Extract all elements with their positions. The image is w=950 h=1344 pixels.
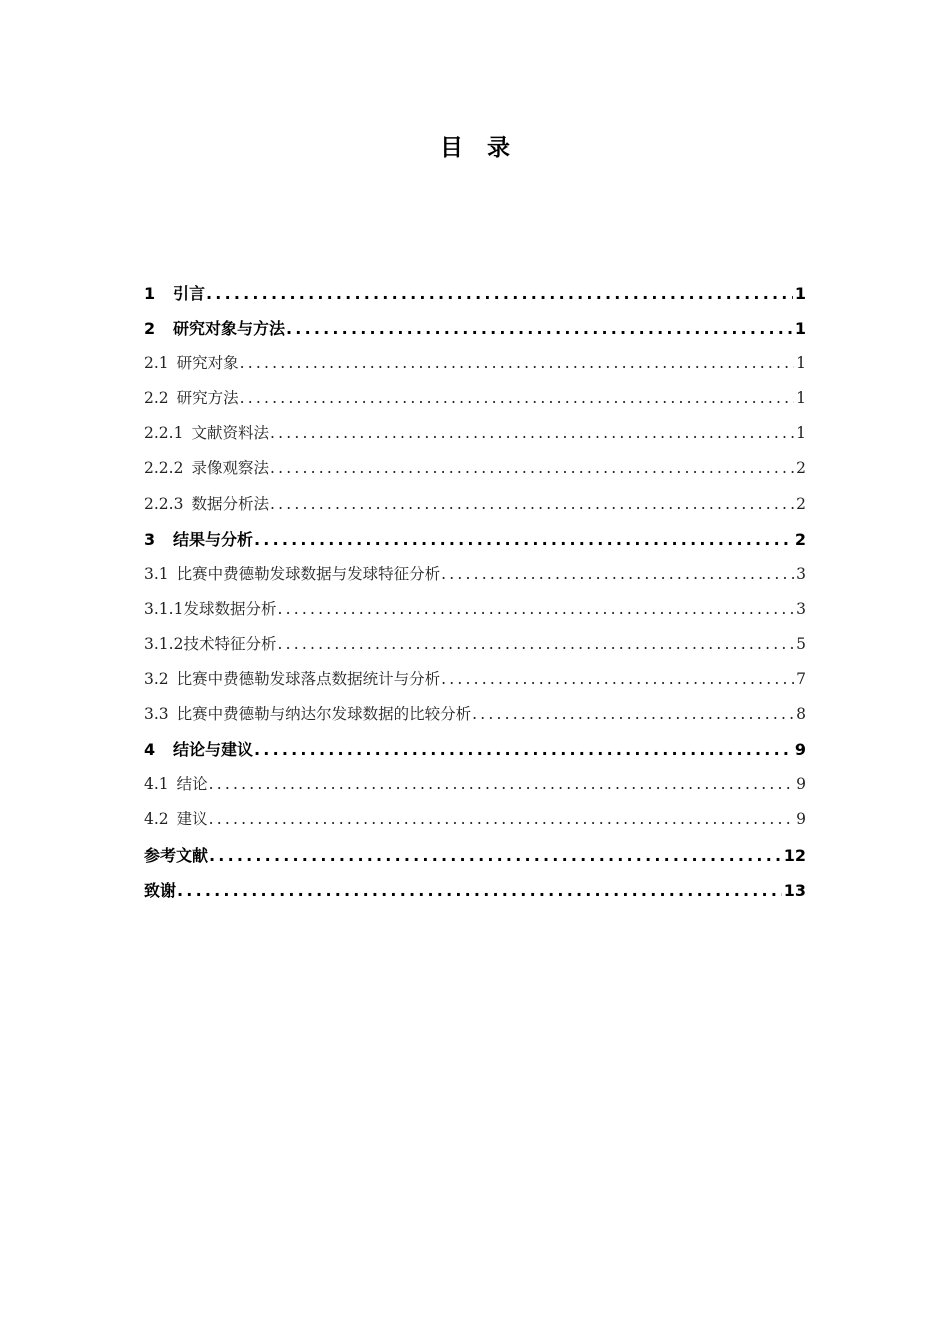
toc-dot-leader — [209, 802, 794, 837]
toc-page-number: 3 — [796, 599, 806, 618]
toc-dot-leader — [240, 381, 794, 416]
toc-page-number: 1 — [794, 319, 806, 339]
toc-entry-number: 4.1 — [144, 775, 169, 794]
toc-entry-number: 3.2 — [144, 670, 169, 689]
toc-page-number: 2 — [796, 459, 806, 478]
toc-entry[interactable] — [144, 416, 806, 451]
toc-entry[interactable] — [144, 276, 806, 311]
toc-entry-number: 2.2.2 — [144, 459, 184, 478]
toc-entry-title: 研究对象与方法 — [173, 319, 286, 339]
toc-page-number: 7 — [796, 670, 806, 689]
toc-page-number: 1 — [796, 354, 806, 373]
toc-entry-title: 研究对象 — [176, 354, 239, 373]
toc-dot-leader — [177, 873, 782, 908]
toc-dot-leader — [206, 276, 793, 311]
toc-entry-title: 发球数据分析 — [183, 599, 277, 618]
toc-entry[interactable] — [144, 873, 806, 908]
toc-entry-title: 结果与分析 — [173, 529, 254, 549]
toc-entry[interactable] — [144, 487, 806, 522]
toc-page-number: 5 — [796, 634, 806, 653]
toc-entry-number: 2.2.1 — [144, 424, 184, 443]
toc-page-number: 1 — [796, 389, 806, 408]
toc-entry-number: 2.2.3 — [144, 494, 184, 513]
toc-entry[interactable] — [144, 557, 806, 592]
toc-dot-leader — [270, 451, 794, 486]
toc-entry-number: 3 — [144, 529, 156, 549]
toc-page-number: 1 — [796, 424, 806, 443]
toc-page-number: 13 — [783, 880, 806, 900]
toc-entry[interactable] — [144, 381, 806, 416]
toc-entry[interactable] — [144, 592, 806, 627]
toc-entry-number: 2.2 — [144, 389, 169, 408]
toc-entry-title: 参考文献 — [144, 845, 209, 865]
toc-dot-leader — [277, 592, 794, 627]
toc-entry-number: 3.3 — [144, 705, 169, 724]
toc-entry-title: 结论 — [176, 775, 208, 794]
toc-entry[interactable] — [144, 767, 806, 802]
toc-entry-title: 数据分析法 — [191, 494, 269, 513]
toc-dot-leader — [209, 767, 794, 802]
toc-entry[interactable] — [144, 522, 806, 557]
toc-entry-title: 结论与建议 — [173, 740, 254, 760]
toc-page-number: 1 — [794, 284, 806, 303]
toc-entry-number: 3.1.1 — [144, 599, 184, 618]
toc-entry-number: 2 — [144, 319, 156, 339]
toc-entry-title: 比赛中费德勒发球数据与发球特征分析 — [176, 564, 441, 583]
toc-page-number: 2 — [796, 494, 806, 513]
toc-entry[interactable] — [144, 346, 806, 381]
toc-entry[interactable] — [144, 451, 806, 486]
toc-page-number: 8 — [796, 705, 806, 724]
toc-dot-leader — [277, 627, 794, 662]
toc-dot-leader — [254, 522, 793, 557]
toc-dot-leader — [254, 732, 793, 767]
toc-entry[interactable] — [144, 732, 806, 767]
toc-entry-title: 致谢 — [144, 880, 177, 900]
toc-entry[interactable] — [144, 662, 806, 697]
toc-page-number: 9 — [796, 775, 806, 794]
toc-dot-leader — [270, 487, 794, 522]
toc-dot-leader — [240, 346, 794, 381]
toc-entry-number: 3.1.2 — [144, 634, 184, 653]
toc-page-number: 2 — [794, 529, 806, 549]
toc-dot-leader — [472, 697, 794, 732]
toc-entry-title: 建议 — [176, 810, 208, 829]
toc-entry-number: 4 — [144, 740, 156, 760]
toc-entry-number: 2.1 — [144, 354, 169, 373]
page-title-char: 录 — [487, 135, 510, 161]
toc-page-number: 3 — [796, 564, 806, 583]
page-title — [0, 130, 950, 166]
toc-page-number: 12 — [783, 845, 806, 865]
toc-entry-title: 研究方法 — [176, 389, 239, 408]
toc-page-number: 9 — [796, 810, 806, 829]
toc-dot-leader — [441, 662, 794, 697]
toc-entry[interactable] — [144, 697, 806, 732]
page-title-char: 目 — [440, 135, 463, 161]
toc-entry-title: 文献资料法 — [191, 424, 269, 443]
toc-entry[interactable] — [144, 311, 806, 346]
toc-entry[interactable] — [144, 838, 806, 873]
toc-dot-leader — [441, 557, 794, 592]
toc-entry-title: 引言 — [173, 284, 206, 303]
toc-dot-leader — [209, 838, 782, 873]
toc-entry-title: 技术特征分析 — [183, 634, 277, 653]
toc-entry-number: 1 — [144, 284, 156, 303]
toc-entry-number: 3.1 — [144, 564, 169, 583]
toc-entry-title: 比赛中费德勒发球落点数据统计与分析 — [176, 670, 441, 689]
table-of-contents — [144, 276, 806, 908]
toc-entry[interactable] — [144, 627, 806, 662]
toc-entry-number: 4.2 — [144, 810, 169, 829]
toc-page-number: 9 — [794, 740, 806, 760]
toc-entry-title: 比赛中费德勒与纳达尔发球数据的比较分析 — [176, 705, 472, 724]
toc-dot-leader — [286, 311, 793, 346]
toc-dot-leader — [270, 416, 794, 451]
toc-entry-title: 录像观察法 — [191, 459, 269, 478]
toc-entry[interactable] — [144, 802, 806, 837]
